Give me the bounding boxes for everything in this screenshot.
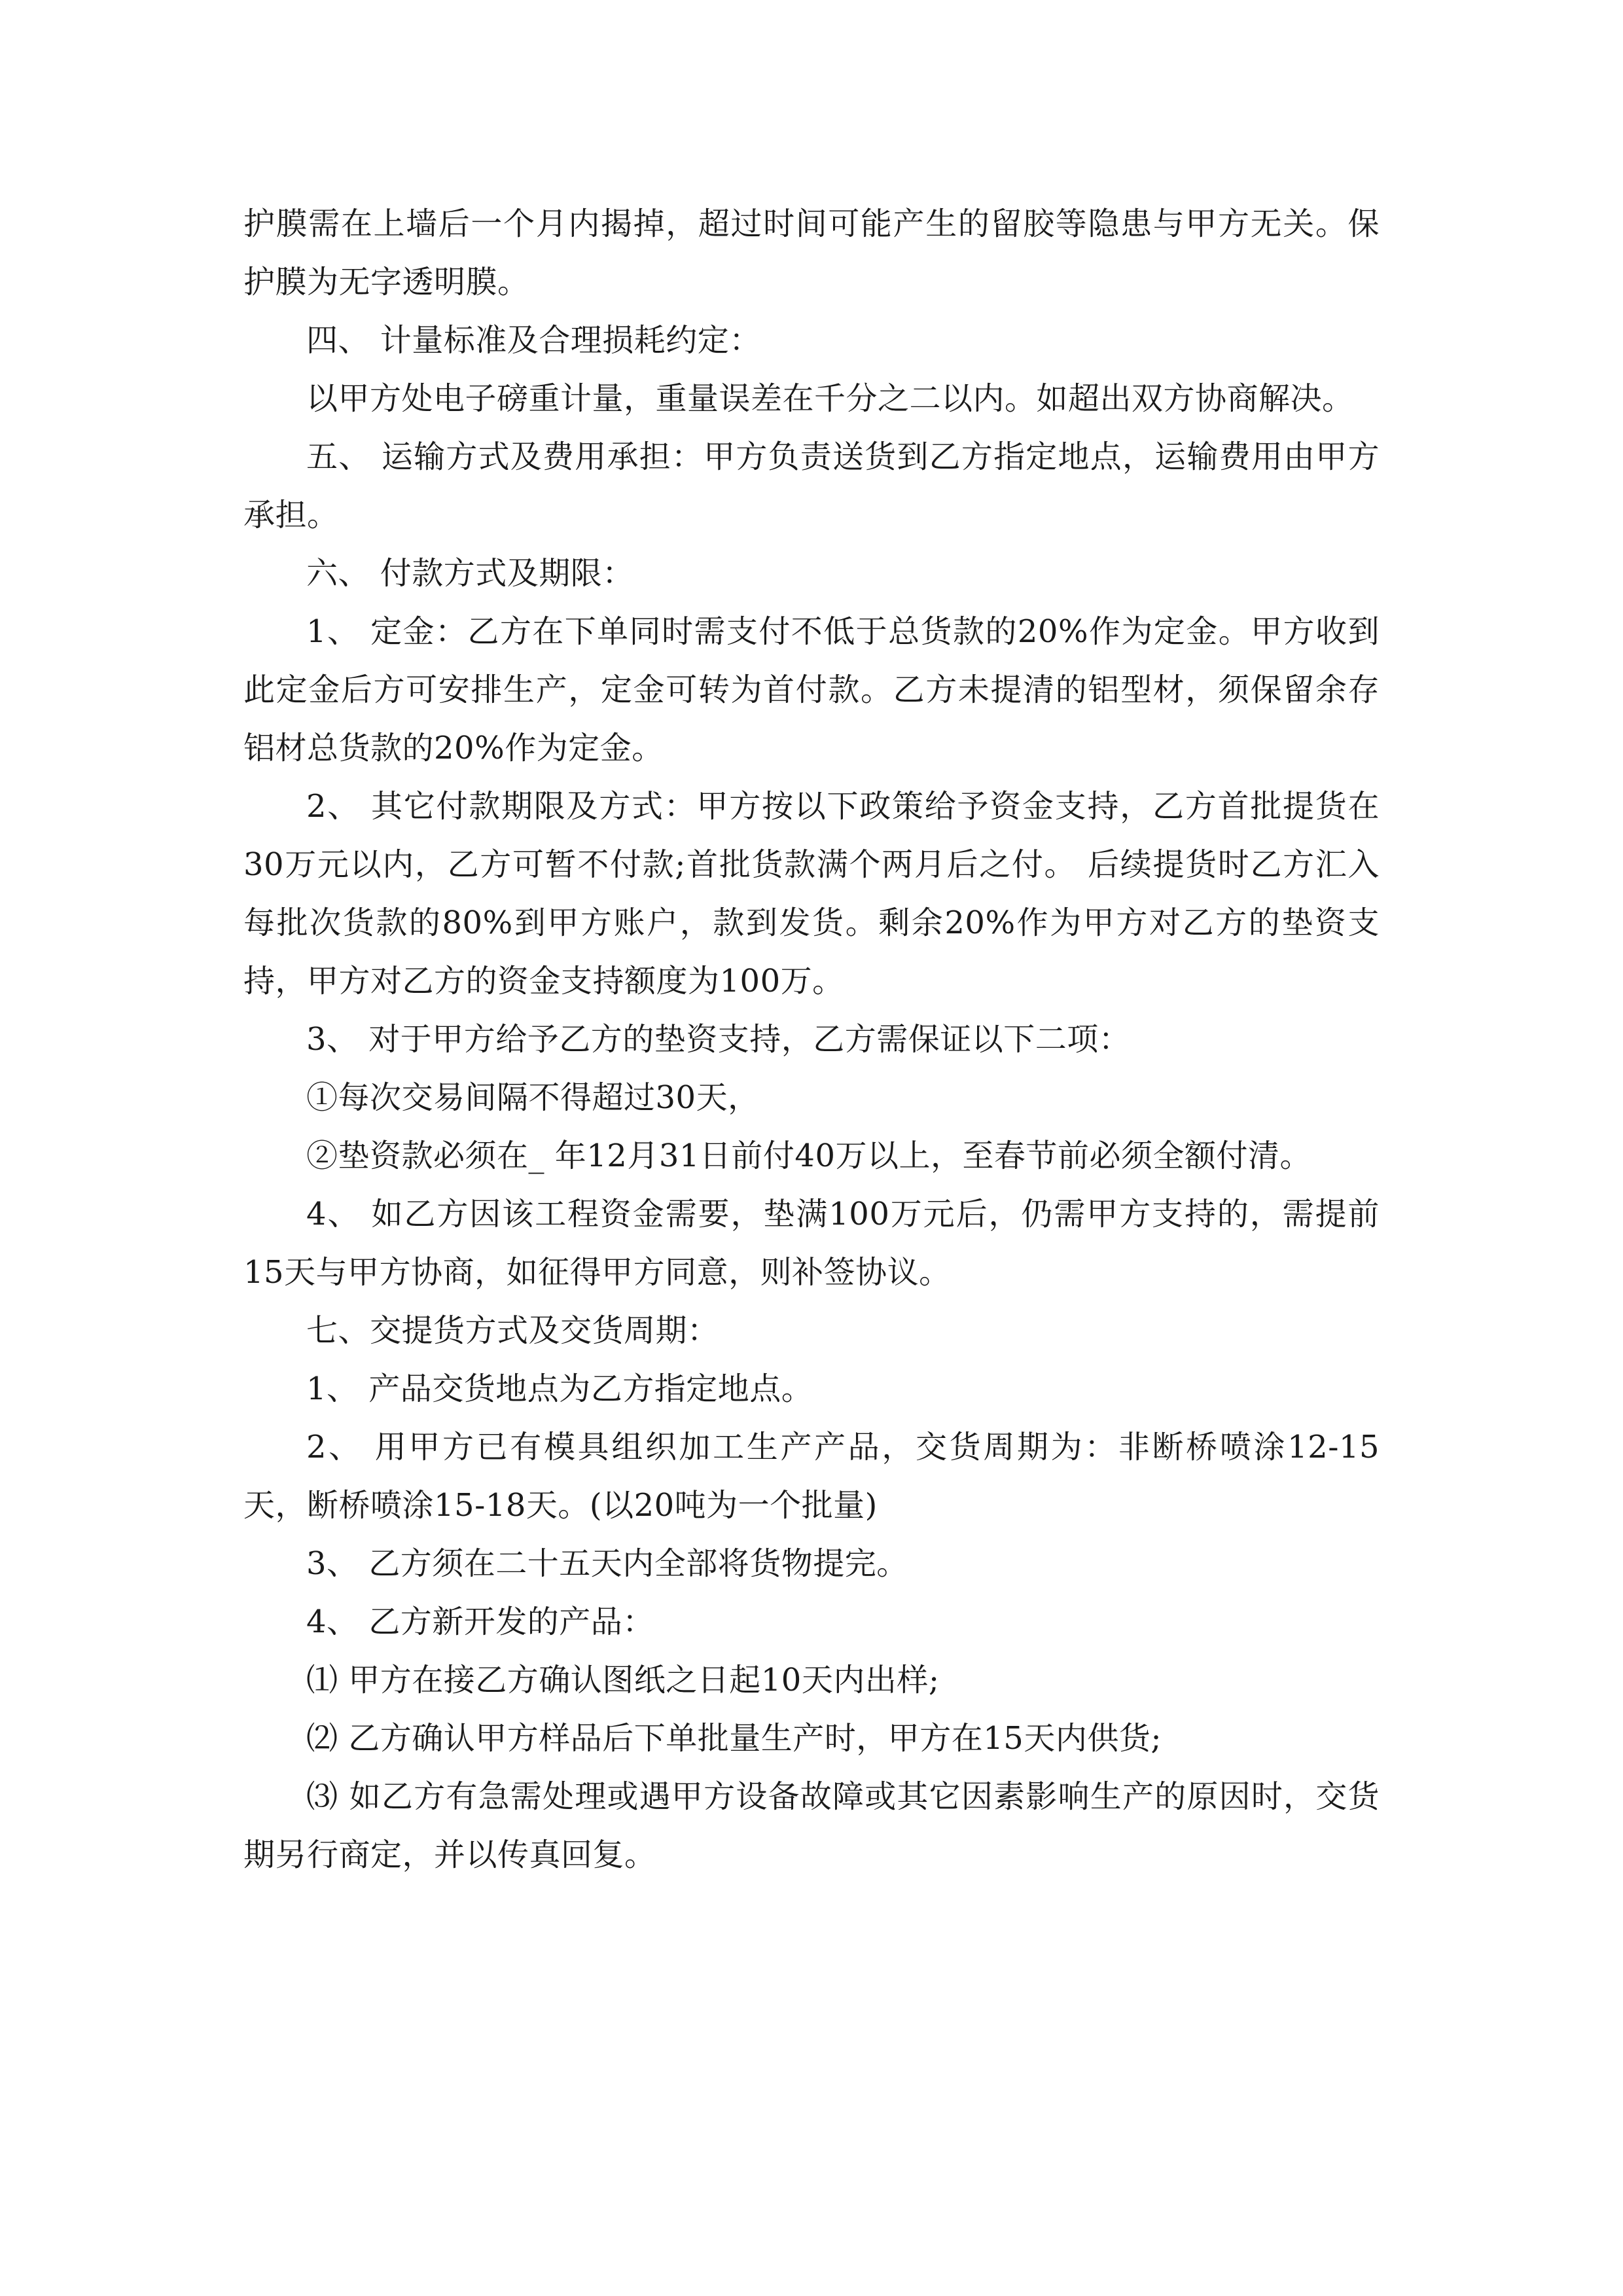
clause-7-4-item-1: ⑴ 甲方在接乙方确认图纸之日起10天内出样; bbox=[306, 1662, 940, 1698]
section-7-heading: 七、交提货方式及交货周期： bbox=[306, 1312, 719, 1349]
section-4-heading: 四、 计量标准及合理损耗约定： bbox=[306, 322, 761, 359]
section-6-heading: 六、 付款方式及期限： bbox=[306, 555, 634, 592]
clause-7-3: 3、 乙方须在二十五天内全部将货物提完。 bbox=[306, 1545, 908, 1582]
clause-7-2: 2、 用甲方已有模具组织加工生产产品，交货周期为：非断桥喷涂12-15天，断桥喷涂15-18天。(以20吨为一个批量) bbox=[243, 1429, 1380, 1524]
clause-7-4-item-2: ⑵ 乙方确认甲方样品后下单批量生产时，甲方在15天内供货; bbox=[306, 1720, 1162, 1757]
clause-6-4: 4、 如乙方因该工程资金需要，垫满100万元后，仍需甲方支持的，需提前15天与甲方协商，如征得甲方同意，则补签协议。 bbox=[243, 1196, 1380, 1291]
paragraph-3: 以甲方处电子磅重计量，重量误差在千分之二以内。如超出双方协商解决。 bbox=[306, 380, 1354, 417]
clause-6-3-item-1: ①每次交易间隔不得超过30天， bbox=[306, 1079, 760, 1116]
paragraph-1: 护膜需在上墙后一个月内揭掉，超过时间可能产生的留胶等隐患与甲方无关。保护膜为无字透明膜。 bbox=[243, 206, 1380, 300]
clause-7-1: 1、 产品交货地点为乙方指定地点。 bbox=[306, 1371, 813, 1407]
document-body bbox=[243, 195, 1380, 1884]
clause-6-3: 3、 对于甲方给予乙方的垫资支持，乙方需保证以下二项： bbox=[306, 1021, 1131, 1058]
section-5-heading: 五、 运输方式及费用承担：甲方负责送货到乙方指定地点，运输费用由甲方承担。 bbox=[243, 439, 1380, 533]
clause-6-2: 2、 其它付款期限及方式：甲方按以下政策给予资金支持，乙方首批提货在30万元以内，乙方可暂不付款;首批货款满个两月后之付。 后续提货时乙方汇入每批次货款的80%到甲方账户，款到发货。剩余20%作为甲方对乙方的垫资支持，甲方对乙方的资金支持额度为100万。 bbox=[243, 788, 1380, 999]
clause-6-1: 1、 定金：乙方在下单同时需支付不低于总货款的20%作为定金。甲方收到此定金后方可安排生产，定金可转为首付款。乙方未提清的铝型材，须保留余存铝材总货款的20%作为定金。 bbox=[243, 613, 1380, 766]
clause-6-3-item-2: ②垫资款必须在_ 年12月31日前付40万以上，至春节前必须全额付清。 bbox=[306, 1138, 1311, 1174]
clause-7-4: 4、 乙方新开发的产品： bbox=[306, 1604, 654, 1640]
clause-7-4-item-3: ⑶ 如乙方有急需处理或遇甲方设备故障或其它因素影响生产的原因时，交货期另行商定，并以传真回复。 bbox=[243, 1778, 1380, 1873]
